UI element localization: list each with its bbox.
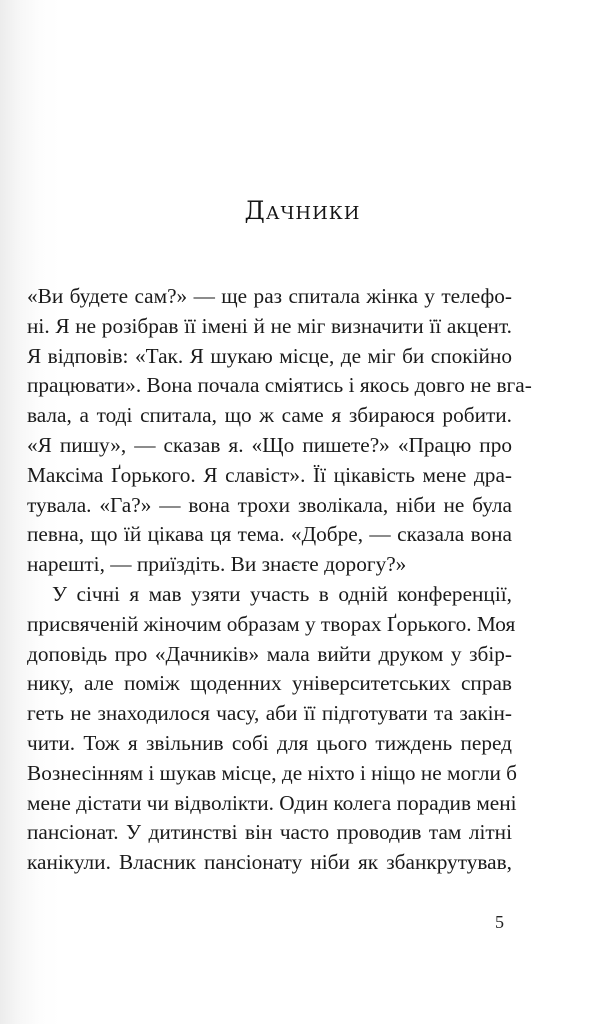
page-number: 5	[495, 912, 504, 932]
text-line: ні. Я не розібрав її імені й не міг визначити її акцент.	[27, 313, 512, 338]
text-line: Максіма Ґорького. Я славіст». Її цікавість мене дра-	[27, 462, 512, 487]
paragraph-2	[27, 580, 518, 878]
text-line: У січні я мав узяти участь в одній конференції,	[52, 581, 512, 606]
text-line: тувала. «Га?» — вона трохи зволікала, ніби не була	[27, 492, 512, 517]
text-line: «Я пишу», — сказав я. «Що пишете?» «Працю про	[27, 432, 512, 457]
text-line: пансіонат. У дитинстві він часто проводив там літні	[27, 820, 512, 845]
text-line: Вознесінням і шукав місце, де ніхто і ніщо не могли б	[27, 760, 518, 785]
body-text	[27, 282, 532, 878]
text-line: мене дістати чи відволікти. Один колега порадив мені	[27, 790, 517, 815]
text-line: канікули. Власник пансіонату ніби як збанкрутував,	[27, 850, 512, 875]
text-line: чити. Тож я звільнив собі для цього тиждень перед	[27, 730, 512, 755]
chapter-title: Дачники	[244, 196, 361, 225]
text-line: працювати». Вона почала сміятись і якось довго не вга-	[27, 373, 532, 398]
text-line: нарешті, — приїздіть. Ви знаєте дорогу?»	[27, 552, 407, 577]
text-line: нику, але поміж щоденних університетських справ	[27, 671, 512, 696]
text-line: геть не знаходилося часу, аби її підготувати та закін-	[27, 701, 512, 726]
text-line: доповідь про «Дачників» мала вийти друком у збір-	[27, 641, 512, 666]
paragraph-1	[27, 282, 532, 580]
text-line: вала, а тоді спитала, що ж саме я збираюся робити.	[27, 403, 512, 428]
text-line: присвяченій жіночим образам у творах Ґорького. Моя	[27, 611, 516, 636]
text-line: «Ви будете сам?» — ще раз спитала жінка у телефо-	[27, 284, 512, 308]
text-line: певна, що їй цікава ця тема. «Добре, — сказала вона	[27, 522, 512, 547]
text-line: Я відповів: «Так. Я шукаю місце, де міг би спокійно	[27, 343, 512, 368]
